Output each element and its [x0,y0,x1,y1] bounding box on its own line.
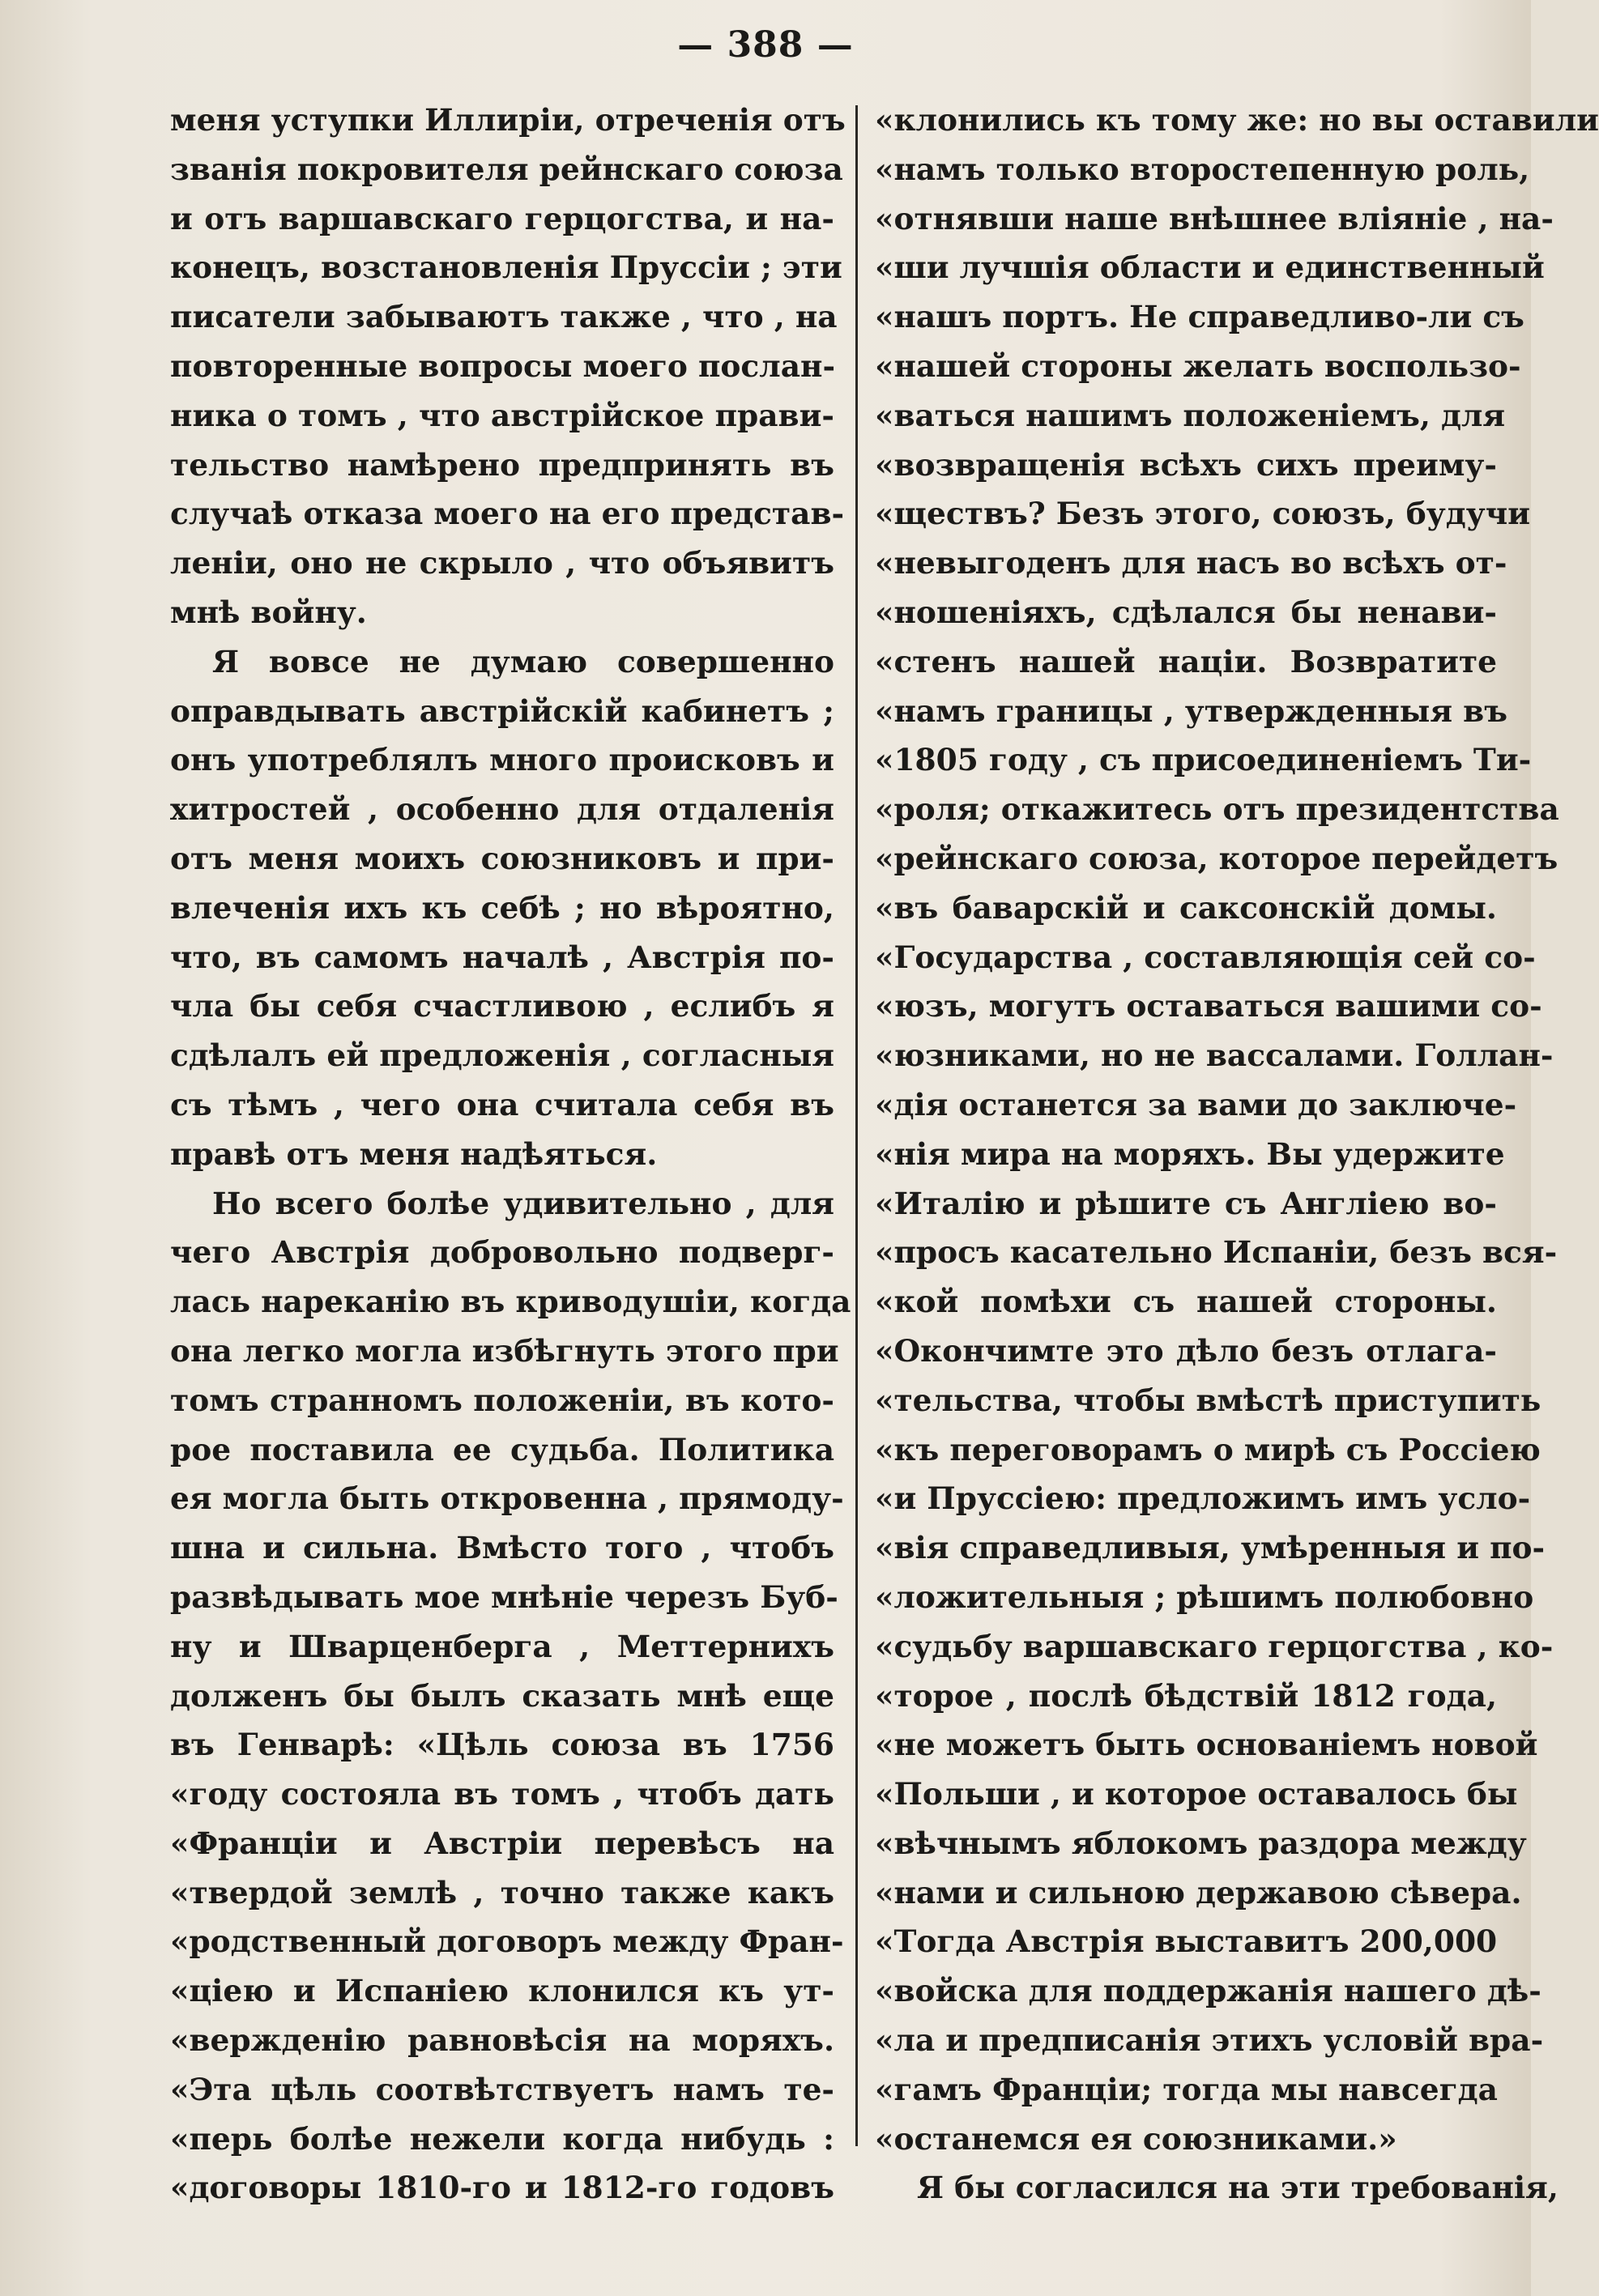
text-line: «рейнскаго союза, которое перейдетъ [875,840,1558,876]
text-line: «вержденію равновѣсія на моряхъ. [170,2022,834,2059]
text-line: развѣдывать мое мнѣніе черезъ Буб- [170,1578,838,1615]
text-line: «году состояла въ томъ , чтобъ дать [170,1776,834,1813]
text-line: «1805 году , съ присоединеніемъ Ти- [875,742,1532,778]
text-line: «возвращенія всѣхъ сихъ преиму- [875,446,1497,483]
text-line: шна и сильна. Вмѣсто того , чтобъ [170,1530,834,1566]
text-line: «нашей стороны желать воспользо- [875,347,1521,384]
text-line: лась нареканію въ криводушіи, когда [170,1284,851,1320]
text-line: чего Австрія добровольно подверг- [170,1234,834,1271]
text-line: «отнявши наше внѣшнее вліяніе , на- [875,200,1554,236]
page-number: — 388 — [677,24,854,66]
text-line: и отъ варшавскаго герцогства, и на- [170,200,834,236]
text-line: «не можетъ быть основаніемъ новой [875,1727,1538,1763]
text-line: «ложительныя ; рѣшимъ полюбовно [875,1578,1534,1615]
column-divider [855,105,858,2146]
text-line: «Окончимте это дѣло безъ отлага- [875,1332,1497,1369]
text-line: долженъ бы былъ сказать мнѣ еще [170,1677,834,1714]
text-line: «ношеніяхъ, сдѣлался бы ненави- [875,594,1497,630]
text-line: «войска для поддержанія нашего дѣ- [875,1973,1541,2009]
text-line: влеченія ихъ къ себѣ ; но вѣроятно, [170,889,834,926]
text-line: ея могла быть откровенна , прямоду- [170,1480,844,1517]
text-line: «къ переговорамъ о мирѣ съ Россіею [875,1431,1541,1467]
text-line: «ществъ? Безъ этого, союзъ, будучи [875,496,1531,532]
text-line: хитростей , особенно для отдаленія [170,791,834,828]
text-line: правѣ отъ меня надѣяться. [170,1135,658,1172]
text-line: «ціею и Испаніею клонился къ ут- [170,1973,834,2009]
text-line: повторенные вопросы моего послан- [170,347,836,384]
text-line: сдѣлалъ ей предложенія , согласныя [170,1037,834,1074]
text-line: оправдывать австрійскій кабинетъ ; [170,692,834,729]
text-line: «вѣчнымъ яблокомъ раздора между [875,1825,1527,1861]
text-line: Но всего болѣе удивительно , для [212,1185,834,1221]
text-line: «нами и сильною державою сѣвера. [875,1874,1522,1910]
text-line: «Франціи и Австріи перевѣсъ на [170,1825,834,1861]
text-line: «кой помѣхи съ нашей стороны. [875,1284,1497,1320]
text-line: чла бы себя счастливою , еслибъ я [170,988,834,1024]
text-line: ну и Шварценберга , Меттернихъ [170,1628,834,1664]
text-line: «ваться нашимъ положеніемъ, для [875,397,1506,433]
text-line: «Польши , и которое оставалось бы [875,1776,1518,1813]
text-line: что, въ самомъ началѣ , Австрія по- [170,939,834,975]
text-line: «нашъ портъ. Не справедливо-ли съ [875,299,1524,335]
text-line: «ла и предписанія этихъ условій вра- [875,2022,1544,2059]
text-line: «юзниками, но не вассалами. Голлан- [875,1037,1554,1074]
text-line: «просъ касательно Испаніи, безъ вся- [875,1234,1558,1271]
text-line: «тельства, чтобы вмѣстѣ приступить [875,1382,1541,1418]
text-line: рое поставила ее судьба. Политика [170,1431,834,1467]
text-line: «и Пруссіею: предложимъ имъ усло- [875,1480,1531,1517]
text-line: отъ меня моихъ союзниковъ и при- [170,840,834,876]
text-line: «Эта цѣль соотвѣтствуетъ намъ те- [170,2071,834,2107]
text-line: случаѣ отказа моего на его представ- [170,496,845,532]
text-line: званія покровителя рейнскаго союза [170,151,843,187]
text-line: «твердой землѣ , точно также какъ [170,1874,834,1910]
text-line: «родственный договоръ между Фран- [170,1923,844,1960]
text-line: писатели забываютъ также , что , на [170,299,838,335]
text-line: леніи, оно не скрыло , что объявитъ [170,545,834,581]
text-line: «нія мира на моряхъ. Вы удержите [875,1135,1505,1172]
text-line: «роля; откажитесь отъ президентства [875,791,1559,828]
text-line: «намъ границы , утвержденныя въ [875,692,1507,729]
text-line: онъ употреблялъ много происковъ и [170,742,834,778]
text-line: «Италію и рѣшите съ Англіею во- [875,1185,1497,1221]
text-line: «вія справедливыя, умѣренныя и по- [875,1530,1546,1566]
text-line: «невыгоденъ для насъ во всѣхъ от- [875,545,1507,581]
text-line: «ши лучшія области и единственный [875,249,1545,286]
text-line: «гамъ Франціи; тогда мы навсегда [875,2071,1498,2107]
text-line: «стенъ нашей націи. Возвратите [875,643,1497,679]
text-line: «перь болѣе нежели когда нибудь : [170,2120,834,2157]
text-line: томъ странномъ положеніи, въ кото- [170,1382,834,1418]
text-line: ника о томъ , что австрійское прави- [170,397,834,433]
text-line: «дія останется за вами до заключе- [875,1086,1517,1122]
text-line: «останемся ея союзниками.» [875,2120,1397,2157]
text-line: мнѣ войну. [170,594,367,630]
text-line: «юзъ, могутъ оставаться вашими со- [875,988,1542,1024]
text-line: Я бы согласился на эти требованія, [917,2170,1558,2206]
text-line: «клонились къ тому же: но вы оставили [875,102,1599,138]
text-line: «Государства , составляющія сей со- [875,939,1536,975]
text-line: «судьбу варшавскаго герцогства , ко- [875,1628,1554,1664]
text-line: конецъ, возстановленія Пруссіи ; эти [170,249,842,286]
text-line: въ Генварѣ: «Цѣль союза въ 1756 [170,1727,834,1763]
text-line: тельство намѣрено предпринять въ [170,446,834,483]
text-line: «въ баварскій и саксонскій домы. [875,889,1497,926]
right-text-column [875,96,1599,2234]
text-line: «Тогда Австрія выставитъ 200,000 [875,1923,1498,1960]
text-line: съ тѣмъ , чего она считала себя въ [170,1086,834,1122]
text-line: меня уступки Иллиріи, отреченія отъ [170,102,846,138]
left-text-column [170,96,851,2234]
text-line: «торое , послѣ бѣдствій 1812 года, [875,1677,1497,1714]
text-line: Я вовсе не думаю совершенно [212,643,834,679]
text-line: «намъ только второстепенную роль, [875,151,1530,187]
text-line: «договоры 1810-го и 1812-го годовъ [170,2170,834,2206]
text-line: она легко могла избѣгнуть этого при [170,1332,839,1369]
